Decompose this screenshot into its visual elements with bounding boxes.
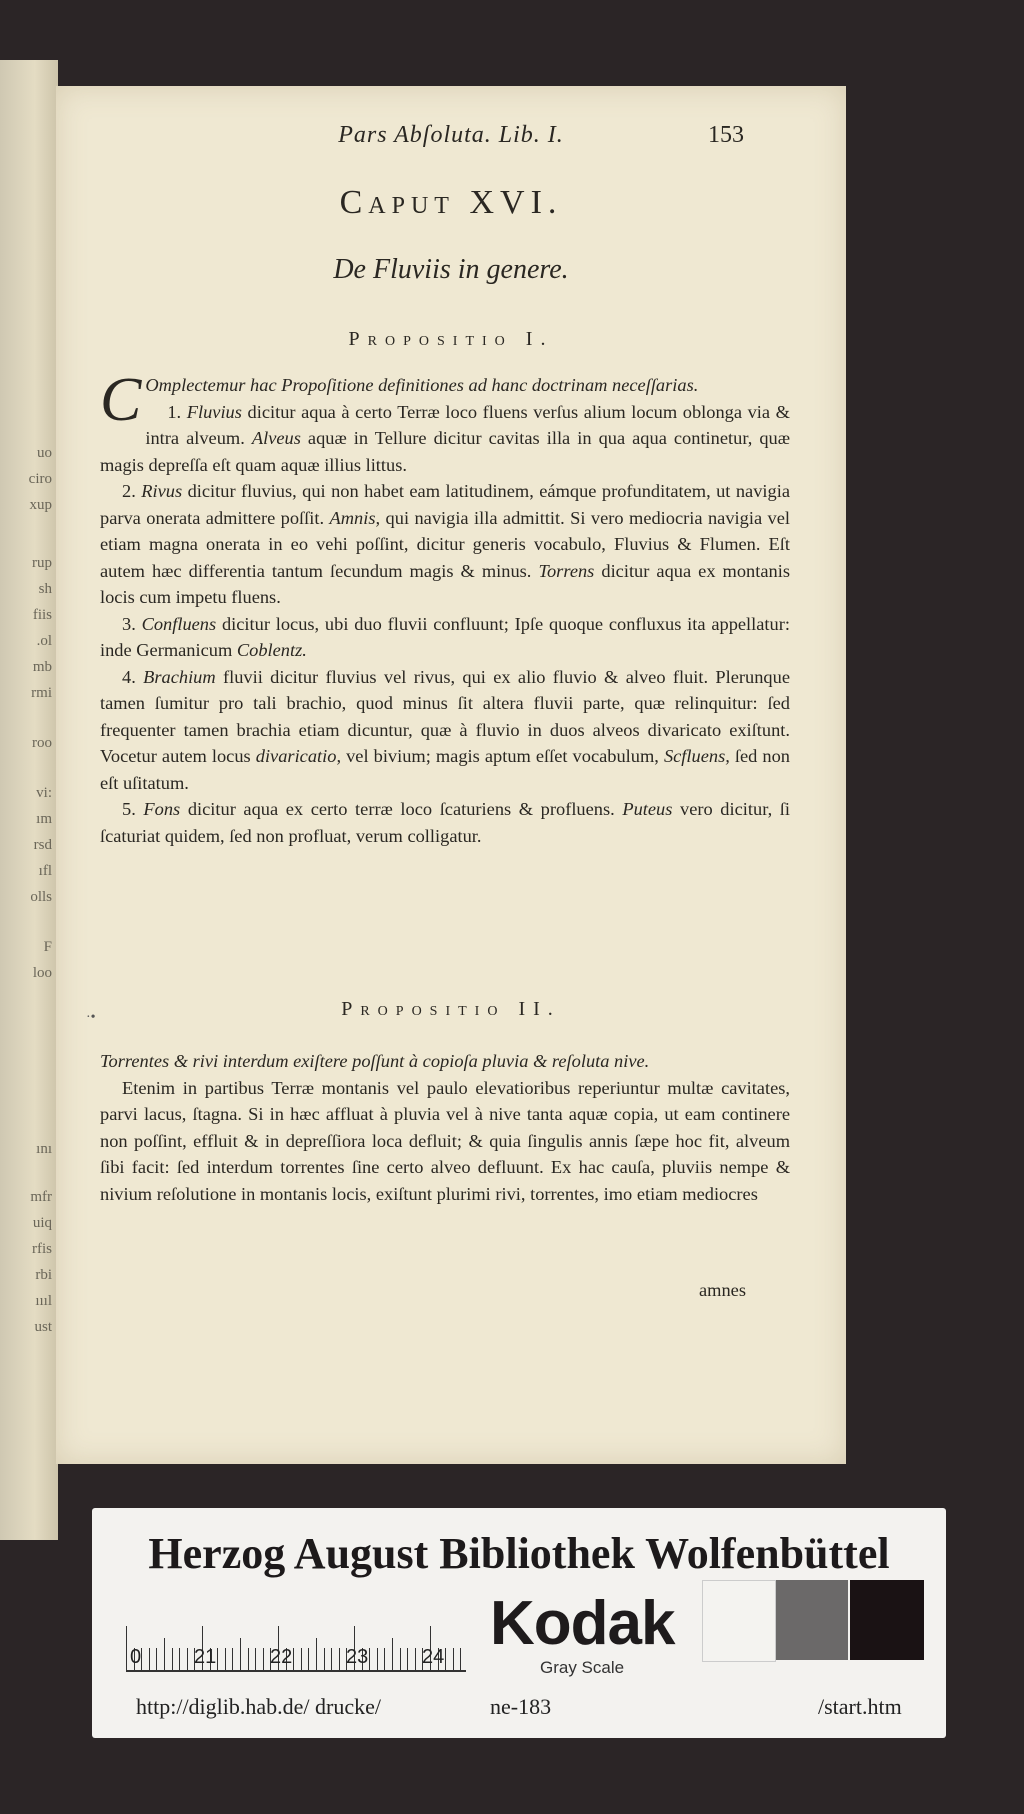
- paragraph-number: 3.: [122, 613, 136, 634]
- margin-fragment: ını: [36, 1141, 52, 1157]
- ruler-tick: [141, 1648, 142, 1670]
- term: Torrens: [538, 560, 595, 581]
- ruler-tick: [225, 1648, 226, 1670]
- ruler-label: 22: [270, 1646, 293, 1668]
- ruler-tick: [232, 1648, 233, 1670]
- ruler-tick: [179, 1648, 180, 1670]
- white-patch: [702, 1580, 776, 1662]
- margin-fragment: rfis: [32, 1241, 52, 1257]
- page-number: 153: [708, 122, 744, 148]
- ruler-tick: [187, 1648, 188, 1670]
- proposition-1-heading: Propositio I.: [348, 328, 554, 350]
- ruler-tick: [255, 1648, 256, 1670]
- library-name: Herzog August Bibliothek Wolfenbüttel: [148, 1529, 890, 1578]
- margin-fragment: rbi: [35, 1267, 52, 1283]
- margin-fragment: F: [43, 939, 52, 955]
- term: Puteus: [622, 799, 673, 819]
- ruler-tick: [324, 1648, 325, 1670]
- ink-mark: ·•: [86, 1010, 96, 1025]
- ruler-label: 21: [194, 1646, 217, 1668]
- thesis: Torrentes & rivi interdum exiſtere poſſunt à copioſa pluvia & reſoluta nive.: [100, 1051, 650, 1071]
- proposition-2-heading: Propositio II.: [341, 998, 561, 1020]
- paragraph-3: [100, 611, 790, 664]
- margin-fragment: rsd: [33, 837, 52, 853]
- margin-fragment: olls: [30, 889, 52, 905]
- ruler-tick: [384, 1648, 385, 1670]
- kodak-logo: Kodak: [490, 1589, 675, 1658]
- text: dicitur fluvius, qui non habet eam latitudinem, eámque profunditatem, ut navigia parva onerata admittere poſſit.: [100, 481, 790, 528]
- ruler-label: 0: [130, 1646, 142, 1668]
- paragraph-5: [100, 796, 790, 849]
- ruler-tick: [164, 1638, 165, 1670]
- ruler-tick: [126, 1626, 127, 1670]
- margin-fragment: uo: [37, 445, 52, 461]
- margin-fragment: ıııl: [35, 1293, 52, 1309]
- ruler-tick: [392, 1638, 393, 1670]
- term: Coblentz.: [236, 640, 307, 660]
- gray-scale-label: Gray Scale: [540, 1658, 625, 1677]
- term: Brachium: [143, 666, 216, 687]
- margin-fragment: xup: [29, 497, 52, 513]
- text: fluvii dicitur fluvius vel rivus, qui ex alio fluvio & alveo fluit. Plerunque tamen ſumitur pro tali brachio, quod minus ſit altera fluvii parte, quæ relinquitur: ſed frequenter tamen brachia etiam dicuntur, quæ à fluvio in duos alveos divaricato exiſtunt. Vocetur autem locus: [100, 666, 790, 766]
- black-patch: [850, 1580, 924, 1660]
- margin-fragment: rup: [32, 555, 52, 571]
- text: dicitur aqua ex montanis locis cum impetu fluens.: [100, 560, 790, 607]
- term: Alveus: [251, 428, 301, 448]
- margin-fragment: ciro: [28, 471, 52, 487]
- paragraph-number: 4.: [122, 666, 136, 687]
- ruler-label: 23: [346, 1646, 369, 1668]
- text: aquæ in Tellure dicitur cavitas illa in qua aqua continetur, quæ magis depreſſa eſt quam aquæ illius littus.: [100, 428, 790, 475]
- text: qui navigia illa admittit. Si vero mediocria navigia vel etiam magna onerata in eo vehi poſſint, dicitur generis vocabulo, Fluvius & Flumen. Eſt autem hæc differentia tantum ſecundum magis & minus.: [100, 507, 790, 581]
- paragraph-1: [100, 399, 790, 479]
- term: Amnis,: [329, 507, 381, 528]
- margin-fragment: ım: [36, 811, 52, 827]
- margin-fragment: uiq: [32, 1215, 52, 1231]
- term: Rivus: [141, 481, 183, 501]
- ruler-tick: [240, 1638, 241, 1670]
- term: divaricatio,: [255, 746, 342, 766]
- catchword: amnes: [699, 1280, 746, 1300]
- margin-fragment: ust: [34, 1319, 52, 1335]
- margin-fragment: roo: [32, 735, 52, 751]
- book-page: [56, 86, 846, 1464]
- paragraph-number: 5.: [122, 799, 136, 819]
- chapter-title: Caput XVI.: [339, 184, 563, 221]
- ruler-tick: [156, 1648, 157, 1670]
- ruler-tick: [263, 1648, 264, 1670]
- ruler-tick: [149, 1648, 150, 1670]
- ruler-tick: [339, 1648, 340, 1670]
- ruler-tick: [407, 1648, 408, 1670]
- text: vero dicitur, ſi ſcaturiat quidem, ſed non profluat, verum colligatur.: [100, 799, 790, 846]
- ruler-tick: [316, 1638, 317, 1670]
- proposition-1-text: [100, 366, 790, 849]
- term: Fons: [143, 799, 181, 819]
- facing-page-edge: [0, 60, 58, 1540]
- ruler-tick: [217, 1648, 218, 1670]
- intro-text: Omplectemur hac Propoſitione definitiones ad hanc doctrinam neceſſarias.: [145, 375, 699, 395]
- chapter-subtitle: De Fluviis in genere.: [333, 254, 569, 285]
- paragraph-number: 1.: [167, 401, 182, 422]
- running-head: Pars Abſoluta. Lib. I.: [338, 122, 564, 148]
- url-middle: ne-183: [490, 1694, 552, 1719]
- term: Fluvius: [186, 401, 242, 422]
- ruler-tick: [301, 1648, 302, 1670]
- ruler-tick: [445, 1648, 446, 1670]
- ruler-tick: [415, 1648, 416, 1670]
- gray-patch: [776, 1580, 848, 1660]
- margin-fragment: ıfl: [38, 863, 52, 879]
- margin-fragment: vi:: [36, 785, 52, 801]
- paragraph-number: 2.: [122, 481, 136, 501]
- paragraph-body: Etenim in partibus Terræ montanis vel paulo elevatioribus reperiuntur multæ cavitates, parvi lacus, ſtagna. Si in hæc affluat à pluvia vel à nive tanta aquæ copia, ut eam continere non poſſint, effluit & in depreſſiora loca defluit; & quia ſingulis annis ſæpe hoc fit, alveum ſibi facit: ſed interdum torrentes ſine certo alveo defluunt. Ex hac cauſa, pluviis nempe & nivium reſolutione in montanis locis, exiſtunt plurimi rivi, torrentes, imo etiam mediocres: [100, 1077, 790, 1204]
- drop-cap: C: [100, 366, 142, 434]
- url-left: http://diglib.hab.de/ drucke/: [136, 1694, 382, 1719]
- term: Scfluens,: [663, 746, 730, 766]
- text: dicitur aqua à certo Terræ loco fluens verſus alium locum oblonga via & intra alveum.: [145, 401, 790, 448]
- ruler-tick: [453, 1648, 454, 1670]
- ruler-tick: [293, 1648, 294, 1670]
- ruler-tick: [400, 1648, 401, 1670]
- margin-fragment: rmi: [31, 685, 52, 701]
- margin-fragment: sh: [38, 581, 52, 597]
- ruler-tick: [377, 1648, 378, 1670]
- ruler: [126, 1600, 466, 1672]
- ruler-label: 24: [422, 1646, 445, 1668]
- text: vel bivium; magis aptum eſſet vocabulum,: [346, 746, 659, 766]
- text: dicitur locus, ubi duo fluvii confluunt; Ipſe quoque confluxus ita appellatur: inde Germanicum: [100, 613, 790, 660]
- url-right: /start.htm: [818, 1694, 902, 1719]
- margin-fragment: .ol: [36, 633, 52, 649]
- ruler-tick: [369, 1648, 370, 1670]
- margin-fragment: mb: [32, 659, 52, 675]
- margin-fragment: mfr: [30, 1189, 52, 1205]
- ruler-tick: [172, 1648, 173, 1670]
- ruler-tick: [248, 1648, 249, 1670]
- paragraph-4: [100, 664, 790, 797]
- color-calibration-target: [92, 1508, 946, 1738]
- proposition-2-text: [100, 1048, 790, 1207]
- text: ſed non eſt uſitatum.: [100, 746, 790, 793]
- margin-fragment: loo: [32, 965, 52, 981]
- ruler-tick: [308, 1648, 309, 1670]
- ruler-tick: [331, 1648, 332, 1670]
- term: Confluens: [141, 613, 217, 634]
- text: dicitur aqua ex certo terræ loco ſcaturiens & profluens.: [187, 799, 615, 819]
- ruler-tick: [460, 1648, 461, 1670]
- paragraph-2: [100, 478, 790, 611]
- margin-fragment: fiis: [32, 607, 52, 623]
